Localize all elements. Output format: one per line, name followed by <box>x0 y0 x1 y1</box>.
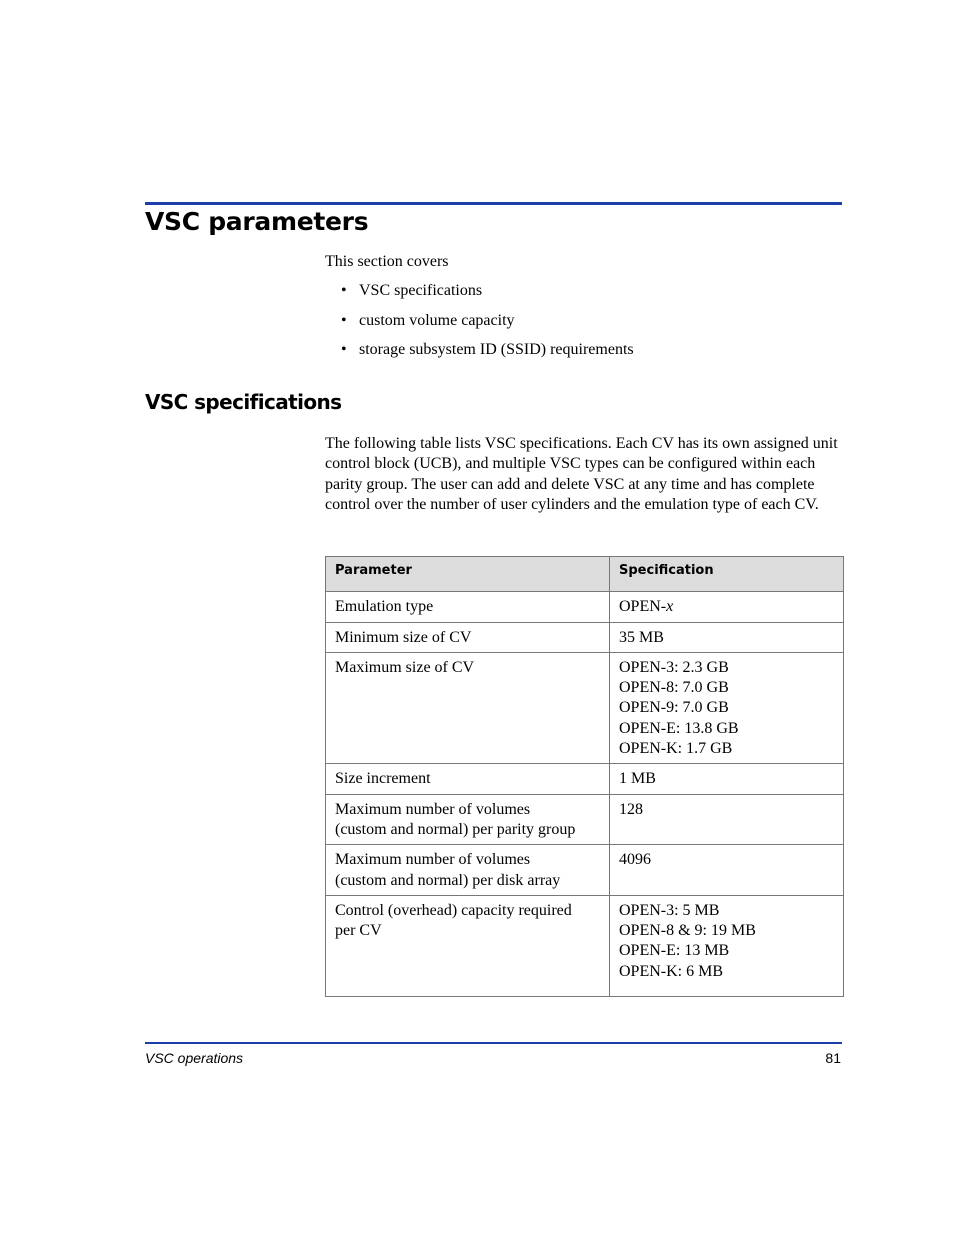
parameter-text: Minimum size of CV <box>335 628 472 646</box>
table-row <box>326 895 844 996</box>
specification-text: OPEN-E: 13.8 GB <box>619 719 739 737</box>
specification-text <box>619 597 834 617</box>
table-row <box>326 592 844 622</box>
specification-cell <box>610 764 844 794</box>
parameter-text: Control (overhead) capacity required <box>335 901 572 919</box>
specification-cell <box>610 794 844 845</box>
parameter-cell <box>326 592 610 622</box>
specification-cell <box>610 592 844 622</box>
specification-text: 128 <box>619 800 643 818</box>
specification-text: 35 MB <box>619 628 664 646</box>
specification-text: OPEN-K: 1.7 GB <box>619 740 733 758</box>
parameter-text: Maximum number of volumes <box>335 851 531 869</box>
specification-prefix: OPEN- <box>619 598 667 616</box>
parameter-text: (custom and normal) per disk array <box>335 871 561 889</box>
specification-text: OPEN-8: 7.0 GB <box>619 679 729 697</box>
column-header-parameter: Parameter <box>326 557 610 592</box>
specification-text: OPEN-3: 2.3 GB <box>619 658 729 676</box>
specification-cell <box>610 622 844 652</box>
specification-text: 1 MB <box>619 770 656 788</box>
specification-text: OPEN-K: 6 MB <box>619 962 724 980</box>
table-row <box>326 652 844 763</box>
table-row <box>326 794 844 845</box>
parameter-text: Emulation type <box>335 598 434 616</box>
parameter-cell <box>326 652 610 763</box>
specification-cell <box>610 845 844 896</box>
subsection-title: VSC specifications <box>145 390 342 414</box>
column-header-specification: Specification <box>610 557 844 592</box>
table-row <box>326 845 844 896</box>
footer-rule <box>145 1042 842 1044</box>
parameter-text: per CV <box>335 922 382 940</box>
table-row <box>326 764 844 794</box>
bullet-item: • storage subsystem ID (SSID) requirements <box>341 341 634 371</box>
bullet-item: • custom volume capacity <box>341 312 634 342</box>
parameter-text: (custom and normal) per parity group <box>335 820 576 838</box>
intro-text: This section covers <box>325 253 449 270</box>
parameter-cell <box>326 764 610 794</box>
parameter-text: Maximum number of volumes <box>335 800 531 818</box>
parameter-cell <box>326 622 610 652</box>
specification-text: OPEN-9: 7.0 GB <box>619 699 729 717</box>
section-title: VSC parameters <box>145 207 369 236</box>
specification-text: OPEN-E: 13 MB <box>619 942 730 960</box>
parameter-cell <box>326 794 610 845</box>
parameter-cell <box>326 845 610 896</box>
table-row <box>326 622 844 652</box>
table-body <box>326 592 844 997</box>
parameter-text: Maximum size of CV <box>335 658 475 676</box>
spec-table <box>325 556 844 997</box>
specification-text: 4096 <box>619 851 651 869</box>
parameter-text: Size increment <box>335 770 431 788</box>
parameter-cell <box>326 895 610 996</box>
body-paragraph: The following table lists VSC specifications. Each CV has its own assigned unit control block (UCB), and multiple VSC types can be configured within each parity group. The user can add and delete VSC at any time and has complete control over the number of user cylinders and the emulation type of each CV. <box>325 435 838 513</box>
top-rule <box>145 202 842 205</box>
specification-text: OPEN-3: 5 MB <box>619 901 720 919</box>
footer-chapter: VSC operations <box>145 1050 244 1066</box>
bullet-item: • VSC specifications <box>341 282 634 312</box>
specification-variable: x <box>666 598 674 616</box>
specification-cell <box>610 895 844 996</box>
bullet-list <box>341 282 634 371</box>
specification-text: OPEN-8 & 9: 19 MB <box>619 922 756 940</box>
page-number: 81 <box>825 1050 841 1066</box>
table-header-row <box>326 557 844 592</box>
specification-cell <box>610 652 844 763</box>
